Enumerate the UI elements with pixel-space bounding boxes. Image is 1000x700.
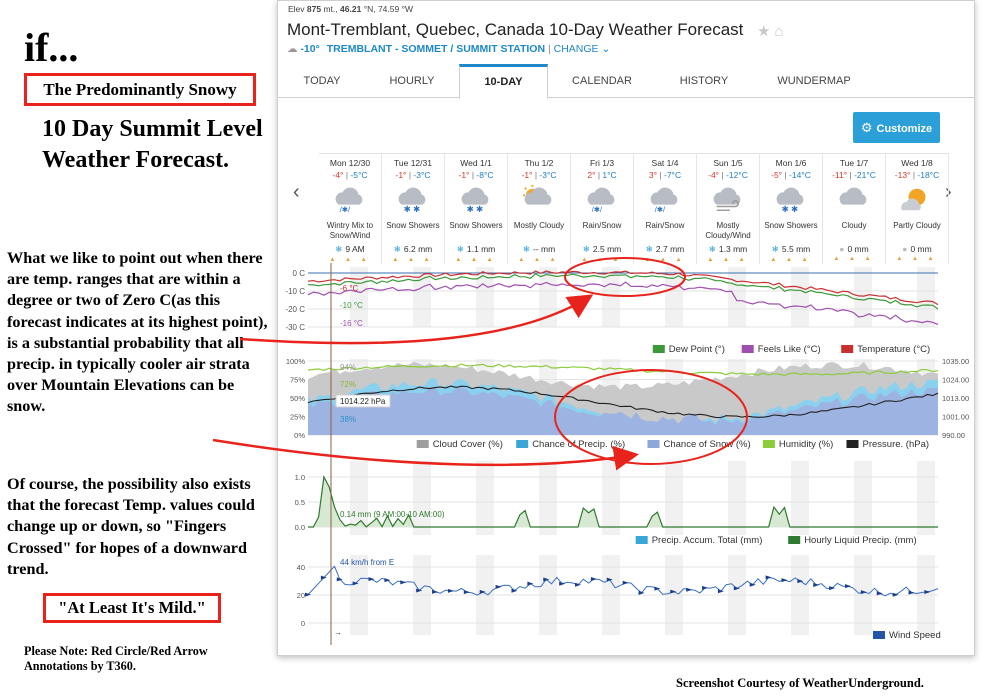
day-date: Wed 1/1 (460, 158, 492, 168)
daylight-marks: ▲ ▲ ▲ (455, 257, 497, 263)
annotation-title: if... (24, 25, 79, 70)
cloud-y-tick: 100% (285, 357, 305, 366)
daylight-marks: ▲ ▲ ▲ (644, 257, 686, 263)
tab-history[interactable]: HISTORY (679, 75, 729, 87)
day-condition: Partly Cloudy (893, 221, 941, 230)
raindrop-icon: ● (839, 244, 845, 254)
elev-label: Elev (288, 4, 305, 14)
raindrop-icon: ● (902, 244, 908, 254)
day-card[interactable]: Wed 1/8 -13° | -18°C Partly Cloudy ● 0 mm ▲ ▲ ▲ (886, 154, 949, 264)
day-low: -12°C (726, 170, 748, 180)
day-high: 3° (648, 170, 658, 180)
day-date: Thu 1/2 (524, 158, 554, 168)
day-condition: Rain/Snow (582, 221, 622, 230)
tab-today[interactable]: TODAY (303, 75, 341, 87)
day-precip: 5.5 mm (781, 244, 811, 254)
svg-text:/✱/: /✱/ (591, 205, 603, 214)
gear-icon: ⚙ (860, 120, 873, 135)
day-card[interactable]: Sat 1/4 3° | -7°C /✱/ Rain/Snow ❄ 2.7 mm ▲ ▲ ▲ (634, 154, 697, 264)
temp-y-tick: 0 C (292, 269, 305, 278)
day-precip: 1.1 mm (466, 244, 496, 254)
day-date: Sat 1/4 (651, 158, 679, 168)
annotation-mild-box: "At Least It's Mild." (43, 593, 221, 623)
chevron-down-icon[interactable]: ⌄ (601, 43, 611, 55)
day-card[interactable]: Wed 1/1 -1° | -8°C ✱ ✱ Snow Showers ❄ 1.1 mm ▲ ▲ ▲ (445, 154, 508, 264)
feels-readout: -16 °C (340, 319, 363, 328)
snowflake-icon: ❄ (582, 244, 590, 254)
daylight-marks: ▲ ▲ ▲ (392, 257, 434, 263)
wind-readout: 44 km/h from E (340, 558, 395, 567)
day-high: -1° (395, 170, 407, 180)
pressure-readout: 1014.22 hPa (340, 397, 386, 406)
day-date: Fri 1/3 (589, 158, 615, 168)
cloud-legend-label: Pressure. (hPa) (862, 439, 930, 450)
day-condition: Cloudy (841, 221, 867, 230)
wind-legend-label: Wind Speed (889, 630, 941, 641)
cloud-y-tick: 25% (289, 412, 305, 422)
daylight-marks: ▲ ▲ ▲ (707, 257, 749, 263)
cloud-legend-label: Cloud Cover (%) (432, 439, 503, 450)
svg-text:✱ ✱: ✱ ✱ (403, 204, 421, 214)
day-low: -3°C (413, 170, 431, 180)
daylight-marks: ▲ ▲ ▲ (329, 257, 371, 263)
day-condition: Rain/Snow (645, 221, 685, 230)
pressure-y-tick: 1013.00 (942, 394, 970, 403)
cloud-icon: ☁ (287, 43, 298, 55)
precip-legend-label: Precip. Accum. Total (mm) (651, 535, 763, 546)
day-condition: Mostly Cloudy/Wind (705, 221, 751, 240)
pressure-y-tick: 1001.00 (942, 412, 970, 422)
day-condition: Mostly Cloudy (513, 221, 565, 230)
page-title: Mont-Tremblant, Quebec, Canada 10-Day Weather Forecast (287, 20, 744, 39)
snowflake-icon: ❄ (708, 244, 716, 254)
humidity-readout: 72% (340, 380, 357, 389)
day-date: Mon 1/6 (775, 158, 807, 168)
annotation-circle-snow (555, 370, 747, 464)
day-precip: 2.7 mm (655, 244, 685, 254)
home-icon[interactable]: ⌂ (774, 23, 788, 40)
tab-calendar[interactable]: CALENDAR (572, 75, 632, 87)
tab-hourly[interactable]: HOURLY (389, 75, 435, 87)
day-precip: 6.2 mm (403, 244, 433, 254)
svg-text:/✱/: /✱/ (339, 205, 351, 214)
cloud-legend-label: Humidity (%) (778, 439, 834, 450)
annotation-body-text-1: What we like to point out when there are temp. ranges that are within a degree or two of Zero C(as this forecast indicates at its highest point), is a substantial probability that all precip. in typically cooler air strata over Mountain Elevations can be snow. (7, 249, 268, 416)
svg-text:✱ ✱: ✱ ✱ (781, 204, 799, 214)
prev-arrow-icon[interactable]: ‹ (293, 181, 300, 203)
precip-y-tick: 0.5 (294, 498, 305, 507)
next-arrow-icon[interactable]: › (945, 181, 952, 203)
day-precip: 0 mm (847, 244, 869, 254)
tab-10-day[interactable]: 10-DAY (459, 64, 548, 99)
day-card[interactable]: Tue 12/31 -1° | -3°C ✱ ✱ Snow Showers ❄ 6.2 mm ▲ ▲ ▲ (382, 154, 445, 264)
svg-text:/✱/: /✱/ (654, 205, 666, 214)
daylight-marks: ▲ ▲ ▲ (518, 257, 560, 263)
cloud-y-tick: 0% (294, 431, 305, 440)
cloud-y-tick: 75% (289, 375, 305, 385)
annotation-note: Please Note: Red Circle/Red Arrow Annotations by T360. (24, 644, 208, 673)
day-condition: Snow Showers (764, 221, 818, 230)
precip-legend-label: Hourly Liquid Precip. (mm) (804, 535, 917, 546)
day-high: -5° (771, 170, 783, 180)
elev-unit: mt., (323, 4, 338, 14)
station-name[interactable]: TREMBLANT - SOMMET / SUMMIT STATION (326, 43, 546, 55)
wind-y-tick: 40 (296, 563, 305, 572)
cloud-legend-label: Chance of Snow (%) (663, 439, 751, 450)
day-precip: 0 mm (910, 244, 932, 254)
day-low: -18°C (917, 170, 940, 180)
elev-value: 875 (306, 4, 322, 14)
latitude: 46.21 (340, 4, 362, 14)
day-date: Mon 12/30 (329, 158, 371, 168)
separator: | (547, 43, 551, 55)
day-low: -3°C (539, 170, 557, 180)
day-date: Sun 1/5 (713, 158, 743, 168)
day-condition: Snow Showers (386, 221, 440, 230)
svg-text:✱ ✱: ✱ ✱ (466, 204, 484, 214)
snowflake-icon: ❄ (456, 244, 464, 254)
day-card[interactable]: Sun 1/5 -4° | -12°C Mostly Cloudy/Wind ❄ 1.3 mm ▲ ▲ ▲ (697, 154, 760, 264)
precip-y-tick: 1.0 (294, 473, 305, 482)
temp-y-tick: -10 C (285, 287, 305, 296)
annotation-subtitle-box: The Predominantly Snowy (24, 73, 256, 106)
current-temp: -10° (300, 43, 320, 55)
annotation-arrow-temp (240, 297, 589, 343)
day-high: -11° (832, 170, 848, 180)
day-low: 1°C (602, 170, 617, 180)
wind-y-tick: 0 (300, 619, 305, 628)
temp-y-tick: -30 C (285, 323, 305, 332)
pressure-y-tick: 990.00 (942, 431, 965, 440)
cloud-readout: 94% (340, 363, 357, 372)
customize-button[interactable]: ⚙ Customize (853, 112, 940, 143)
snow-readout: 38% (340, 415, 357, 424)
snowflake-icon: ❄ (645, 244, 653, 254)
day-high: -13° (894, 170, 911, 180)
cloud-legend-label: Chance of Precip. (%) (532, 439, 626, 450)
day-card[interactable]: Tue 1/7 -11° | -21°C Cloudy ● 0 mm ▲ ▲ ▲ (823, 154, 886, 264)
snowflake-icon: ❄ (522, 244, 530, 254)
temp-y-tick: -20 C (285, 305, 305, 314)
day-date: Wed 1/8 (901, 158, 933, 168)
longitude: °N, 74.59 °W (363, 4, 414, 14)
screenshot-credit: Screenshot Courtesy of WeatherUnderground. (676, 676, 924, 690)
day-low: -8°C (476, 170, 494, 180)
snowflake-icon: ❄ (393, 244, 401, 254)
day-precip: 1.3 mm (718, 244, 748, 254)
precip-readout: 0.14 mm (9 AM:00-10 AM:00) (340, 510, 445, 519)
day-low: -21°C (854, 170, 876, 180)
temp-legend-label: Temperature (°C) (857, 344, 931, 355)
day-precip: 2.5 mm (592, 244, 622, 254)
day-condition: Snow Showers (449, 221, 503, 230)
daylight-marks: ▲ ▲ ▲ (833, 256, 875, 262)
temp-readout: -6 °C (340, 284, 359, 293)
tab-wundermap[interactable]: WUNDERMAP (777, 75, 851, 87)
cloud-y-tick: 50% (289, 394, 305, 403)
snowflake-icon: ❄ (335, 244, 343, 254)
day-date: Tue 12/31 (394, 158, 432, 168)
daylight-marks: ▲ ▲ ▲ (581, 257, 623, 263)
day-high: 2° (587, 170, 596, 180)
day-low: -14°C (789, 170, 811, 180)
daylight-marks: ▲ ▲ ▲ (896, 256, 938, 262)
day-card[interactable]: Mon 12/30 -4° | -5°C /✱/ Wintry Mix to Snow/Wind ❄ 9 AM ▲ ▲ ▲ (319, 154, 382, 264)
dew-readout: -10 °C (340, 301, 363, 310)
annotation-body-text-2: Of course, the possibility also exists that the forecast Temp. values could change up or down, so "Fingers Crossed" for hopes of a downward trend. (7, 475, 255, 578)
cursor-arrow-icon: → (334, 628, 342, 637)
day-high: -4° (332, 170, 344, 180)
day-low: -5°C (350, 170, 368, 180)
day-high: -1° (521, 170, 533, 180)
day-high: -1° (458, 170, 470, 180)
pressure-y-tick: 1035.00 (942, 357, 970, 366)
day-date: Tue 1/7 (839, 158, 869, 168)
change-station-link[interactable]: CHANGE (553, 43, 599, 55)
day-precip: -- mm (532, 244, 556, 254)
temp-legend-label: Feels Like (°C) (757, 344, 821, 355)
favorite-star-icon[interactable]: ★ (757, 23, 775, 40)
day-high: -4° (708, 170, 720, 180)
annotation-circle-temp (565, 258, 685, 296)
precip-y-tick: 0.0 (294, 523, 305, 532)
snowflake-icon: ❄ (771, 244, 779, 254)
day-card[interactable]: Mon 1/6 -5° | -14°C ✱ ✱ Snow Showers ❄ 5.5 mm ▲ ▲ ▲ (760, 154, 823, 264)
day-low: -7°C (663, 170, 682, 180)
daylight-marks: ▲ ▲ ▲ (770, 257, 812, 263)
day-condition: Wintry Mix to Snow/Wind (326, 221, 374, 240)
pressure-y-tick: 1024.00 (942, 375, 970, 385)
day-precip: 9 AM (345, 244, 365, 254)
temp-legend-label: Dew Point (°) (668, 344, 725, 355)
day-card[interactable]: Fri 1/3 2° | 1°C /✱/ Rain/Snow ❄ 2.5 mm ▲ ▲ ▲ (571, 154, 634, 264)
day-card[interactable]: Thu 1/2 -1° | -3°C Mostly Cloudy ❄ -- mm ▲ ▲ ▲ (508, 154, 571, 264)
annotation-headline: 10 Day Summit Level Weather Forecast. (42, 116, 263, 173)
wind-y-tick: 20 (296, 591, 305, 600)
